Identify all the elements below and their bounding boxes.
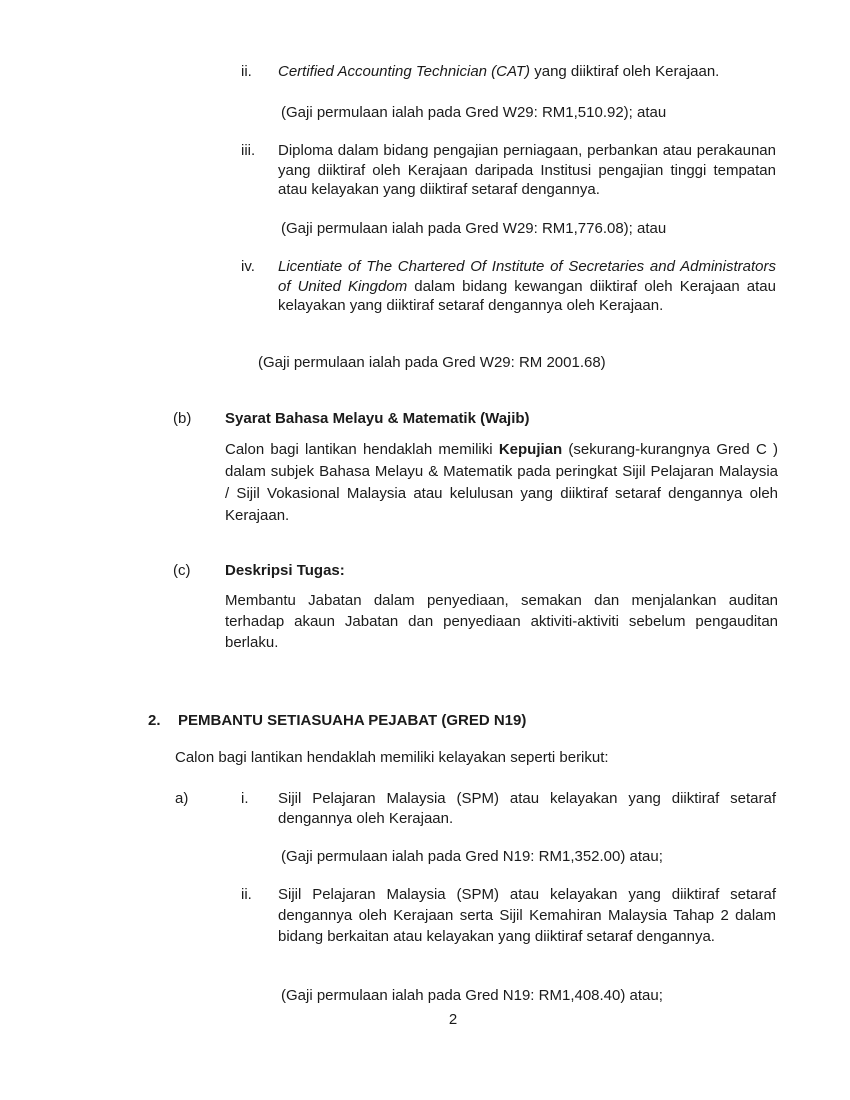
list-item (241, 257, 776, 316)
list-item-marker: iii. (241, 142, 256, 159)
list-item-text-regular: yang diiktiraf oleh Kerajaan. (530, 63, 720, 80)
list-item (241, 884, 776, 947)
paragraph: Membantu Jabatan dalam penyediaan, semakan dan menjalankan auditan terhadap akaun Jabatan dan penyediaan aktiviti-aktiviti sebelum pengauditan berlaku. (225, 592, 778, 651)
list-item-text-regular: dalam bidang kewangan diiktiraf oleh Kerajaan atau kelayakan yang diiktiraf setaraf dengannya oleh Kerajaan. (278, 277, 776, 314)
list-item-marker: i. (241, 790, 249, 807)
list-item-text: Sijil Pelajaran Malaysia (SPM) atau kelayakan yang diiktiraf setaraf dengannya oleh Kerajaan serta Sijil Kemahiran Malaysia Tahap 2 dalam bidang berkaitan atau kelayakan yang diiktiraf setaraf dengannya. (278, 886, 776, 945)
subsection-label: (c) (173, 562, 191, 579)
list-item-text-italic: Licentiate of The Chartered Of Institute of Secretaries and Administrators of United Kingdom (278, 258, 776, 295)
list-item (241, 789, 776, 829)
sublist-label: a) (175, 790, 189, 807)
list-item-text: Sijil Pelajaran Malaysia (SPM) atau kelayakan yang diiktiraf setaraf dengannya oleh Kerajaan. (278, 790, 776, 827)
paragraph-run: (sekurang-kurangnya Gred C ) dalam subjek Bahasa Melayu & Matematik pada peringkat Sijil Pelajaran Malaysia / Sijil Vokasional Malaysia atau kelulusan yang diiktiraf setaraf dengannya oleh Kerajaan. (225, 441, 779, 524)
list-item-marker: ii. (241, 886, 252, 903)
paragraph-run: Calon bagi lantikan hendaklah memiliki (225, 441, 499, 458)
salary-note: (Gaji permulaan ialah pada Gred W29: RM1,776.08); atau (281, 220, 667, 237)
list-item-text (278, 257, 776, 316)
list-item (241, 62, 776, 82)
list-item-text-italic: Certified Accounting Technician (CAT) (278, 63, 531, 80)
list-item-marker: ii. (241, 63, 252, 80)
section-heading (148, 711, 526, 731)
list-item-text (278, 62, 776, 82)
section-intro: Calon bagi lantikan hendaklah memiliki kelayakan seperti berikut: (175, 749, 609, 766)
salary-note: (Gaji permulaan ialah pada Gred N19: RM1,352.00) atau; (281, 848, 663, 865)
list-item-text: Diploma dalam bidang pengajian perniagaan, perbankan atau perakaunan yang diiktiraf oleh Kerajaan daripada Institusi pengajian tinggi tempatan atau kelayakan yang diiktiraf setaraf dengannya. (278, 142, 776, 198)
salary-note: (Gaji permulaan ialah pada Gred W29: RM 2001.68) (258, 354, 606, 371)
list-item (241, 141, 776, 200)
subsection-heading: Syarat Bahasa Melayu & Matematik (Wajib) (225, 410, 530, 427)
paragraph (225, 439, 778, 527)
salary-note: (Gaji permulaan ialah pada Gred N19: RM1,408.40) atau; (281, 987, 663, 1004)
page-number: 2 (448, 1011, 458, 1028)
list-item-marker: iv. (241, 258, 255, 275)
salary-note: (Gaji permulaan ialah pada Gred W29: RM1,510.92); atau (281, 104, 667, 121)
subsection-label: (b) (173, 410, 192, 427)
section-number: 2. (148, 712, 161, 729)
subsection-heading: Deskripsi Tugas: (225, 562, 345, 579)
paragraph-bold-run: Kepujian (498, 441, 563, 458)
section-title: PEMBANTU SETIASUAHA PEJABAT (GRED N19) (178, 712, 527, 729)
